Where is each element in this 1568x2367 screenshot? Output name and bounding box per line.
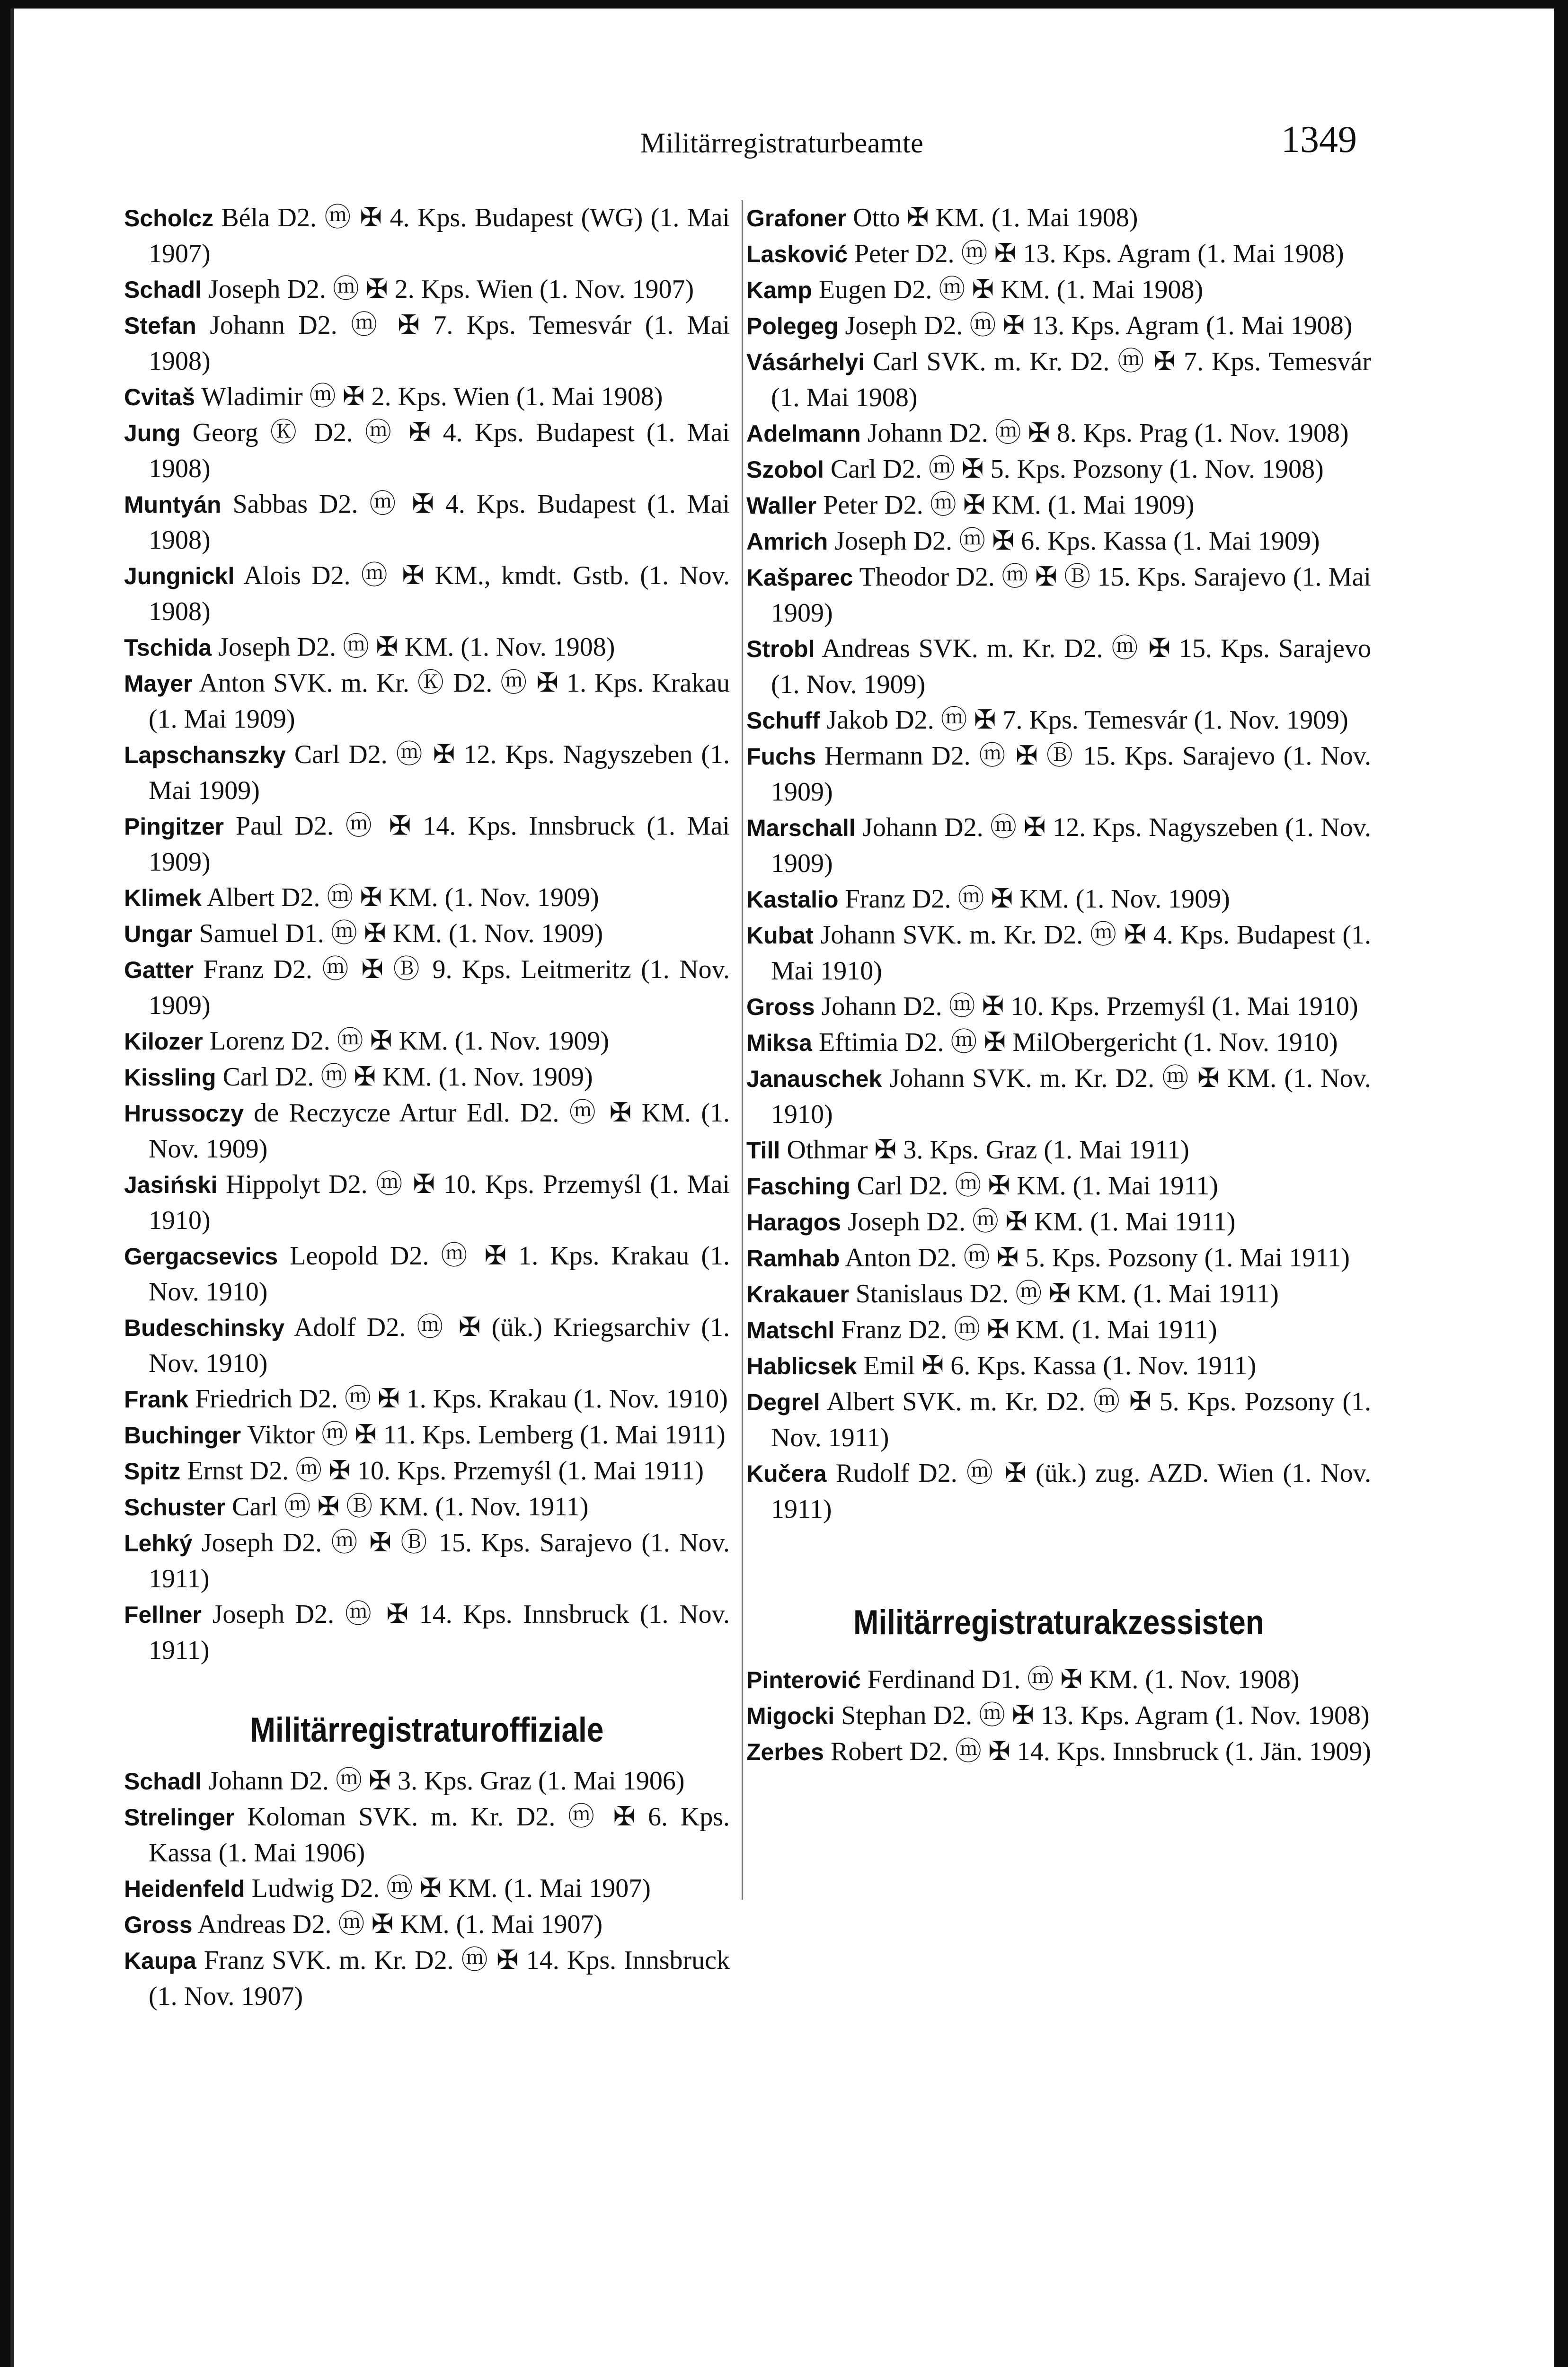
- entry-surname: Gatter: [124, 957, 194, 983]
- register-entry: [746, 989, 1371, 1025]
- entry-details: Eftimia D2. ⓜ ✠ MilObergericht (1. Nov. 1910): [818, 1028, 1338, 1057]
- register-entry: [746, 1662, 1371, 1698]
- entry-surname: Hrussoczy: [124, 1100, 244, 1127]
- entry-surname: Strelinger: [124, 1804, 235, 1831]
- entry-surname: Till: [746, 1137, 780, 1164]
- entry-surname: Krakauer: [746, 1281, 849, 1308]
- entry-details: Franz D2. ⓜ ✠ Ⓑ 9. Kps. Leitmeritz (1. Nov. 1909): [149, 955, 730, 1020]
- entry-surname: Fasching: [746, 1173, 850, 1200]
- register-entry: [124, 200, 730, 272]
- entry-details: Eugen D2. ⓜ ✠ KM. (1. Mai 1908): [818, 275, 1204, 304]
- entry-details: Andreas D2. ⓜ ✠ KM. (1. Mai 1907): [197, 1910, 603, 1939]
- register-entry: [124, 1381, 730, 1417]
- entry-details: Sabbas D2. ⓜ ✠ 4. Kps. Budapest (1. Mai 1908): [149, 489, 730, 555]
- entry-details: Viktor ⓜ ✠ 11. Kps. Lemberg (1. Mai 1911): [247, 1420, 726, 1450]
- register-entry: [746, 1384, 1371, 1456]
- register-entry: [124, 880, 730, 916]
- entry-surname: Muntyán: [124, 491, 221, 518]
- entry-details: Johann D2. ⓜ ✠ 7. Kps. Temesvár (1. Mai 1908): [149, 311, 730, 376]
- entry-details: Robert D2. ⓜ ✠ 14. Kps. Innsbruck (1. Jän. 1909): [830, 1737, 1371, 1766]
- entry-surname: Szobol: [746, 456, 824, 483]
- entry-details: Otto ✠ KM. (1. Mai 1908): [853, 203, 1138, 232]
- register-entry: [746, 1698, 1371, 1734]
- entry-details: Joseph D2. ⓜ ✠ 6. Kps. Kassa (1. Mai 1909): [834, 526, 1320, 556]
- entry-details: de Reczycze Artur Edl. D2. ⓜ ✠ KM. (1. Nov. 1909): [149, 1098, 730, 1164]
- entry-surname: Heidenfeld: [124, 1876, 245, 1902]
- entry-details: Theodor D2. ⓜ ✠ Ⓑ 15. Kps. Sarajevo (1. Mai 1909): [771, 562, 1371, 628]
- register-entry: [124, 272, 730, 308]
- entry-surname: Frank: [124, 1386, 189, 1413]
- register-entry: [746, 1025, 1371, 1061]
- entry-surname: Lapschanszky: [124, 742, 286, 768]
- entry-surname: Janauschek: [746, 1066, 882, 1092]
- entry-details: Wladimir ⓜ ✠ 2. Kps. Wien (1. Mai 1908): [201, 382, 663, 411]
- register-entry: [124, 1417, 730, 1453]
- entry-surname: Scholcz: [124, 205, 213, 231]
- register-entry: [124, 558, 730, 630]
- register-entry: [746, 1061, 1371, 1132]
- register-entry: [746, 631, 1371, 703]
- entry-details: Ferdinand D1. ⓜ ✠ KM. (1. Nov. 1908): [867, 1665, 1300, 1694]
- register-entry: [746, 308, 1371, 344]
- entry-details: Johann SVK. m. Kr. D2. ⓜ ✠ KM. (1. Nov. 1910): [771, 1064, 1372, 1129]
- register-entry: [124, 308, 730, 379]
- akzessisten-entry-list: [746, 1662, 1371, 1770]
- right-column: [746, 200, 1371, 1770]
- entry-surname: Matschl: [746, 1317, 835, 1344]
- entry-details: Rudolf D2. ⓜ ✠ (ük.) zug. AZD. Wien (1. Nov. 1911): [771, 1459, 1372, 1524]
- running-head: Militärregistraturbeamte: [640, 127, 924, 159]
- entry-details: Samuel D1. ⓜ ✠ KM. (1. Nov. 1909): [199, 919, 603, 948]
- register-entry: [124, 952, 730, 1023]
- entry-details: Ernst D2. ⓜ ✠ 10. Kps. Przemyśl (1. Mai 1911): [187, 1456, 704, 1486]
- register-entry: [124, 1310, 730, 1381]
- entry-details: Stephan D2. ⓜ ✠ 13. Kps. Agram (1. Nov. 1908): [841, 1701, 1370, 1730]
- entry-surname: Schuff: [746, 707, 820, 734]
- entry-details: Franz D2. ⓜ ✠ KM. (1. Mai 1911): [841, 1315, 1217, 1344]
- entry-details: Adolf D2. ⓜ ✠ (ük.) Kriegsarchiv (1. Nov. 1910): [149, 1313, 730, 1378]
- section-heading-akzessisten: Militärregistraturakzessisten: [853, 1602, 1264, 1642]
- register-entry: [124, 1167, 730, 1238]
- right-entry-list: [746, 200, 1371, 1527]
- entry-surname: Grafoner: [746, 205, 847, 231]
- entry-details: Andreas SVK. m. Kr. D2. ⓜ ✠ 15. Kps. Sarajevo (1. Nov. 1909): [771, 634, 1371, 699]
- entry-details: Alois D2. ⓜ ✠ KM., kmdt. Gstb. (1. Nov. 1908): [149, 561, 730, 626]
- entry-details: Carl D2. ⓜ ✠ KM. (1. Mai 1911): [857, 1171, 1218, 1201]
- entry-surname: Marschall: [746, 815, 856, 841]
- entry-surname: Kamp: [746, 277, 812, 303]
- entry-details: Johann D2. ⓜ ✠ 10. Kps. Przemyśl (1. Mai 1910): [821, 992, 1358, 1021]
- register-entry: [124, 666, 730, 737]
- entry-details: Johann D2. ⓜ ✠ 8. Kps. Prag (1. Nov. 1908): [867, 418, 1349, 448]
- register-entry: [124, 1943, 730, 2014]
- register-entry: [746, 488, 1371, 524]
- entry-surname: Fuchs: [746, 743, 816, 770]
- entry-details: Friedrich D2. ⓜ ✠ 1. Kps. Krakau (1. Nov. 1910): [195, 1384, 728, 1414]
- entry-surname: Kilozer: [124, 1028, 203, 1055]
- register-entry: [124, 1023, 730, 1059]
- register-entry: [124, 1453, 730, 1489]
- register-entry: [124, 1095, 730, 1167]
- register-entry: [746, 1240, 1371, 1276]
- entry-details: Anton D2. ⓜ ✠ 5. Kps. Pozsony (1. Mai 1911): [845, 1243, 1350, 1272]
- entry-surname: Klimek: [124, 885, 202, 911]
- entry-surname: Pinterović: [746, 1667, 861, 1693]
- entry-surname: Strobl: [746, 636, 815, 662]
- entry-surname: Jasiński: [124, 1172, 218, 1198]
- entry-surname: Gross: [746, 994, 815, 1020]
- register-entry: [124, 415, 730, 487]
- entry-surname: Haragos: [746, 1209, 842, 1236]
- column-divider: [742, 200, 743, 1900]
- register-entry: [746, 739, 1371, 810]
- entry-details: Georg Ⓚ D2. ⓜ ✠ 4. Kps. Budapest (1. Mai 1908): [149, 418, 730, 483]
- page-number: 1349: [1281, 119, 1357, 160]
- register-entry: [746, 1168, 1371, 1204]
- register-entry: [746, 416, 1371, 452]
- entry-surname: Kaupa: [124, 1948, 196, 1974]
- entry-details: Joseph D2. ⓜ ✠ Ⓑ 15. Kps. Sarajevo (1. Nov. 1911): [149, 1528, 730, 1593]
- entry-surname: Kašparec: [746, 564, 853, 591]
- entry-surname: Budeschinsky: [124, 1315, 285, 1341]
- entry-details: Franz D2. ⓜ ✠ KM. (1. Nov. 1909): [845, 884, 1230, 914]
- register-entry: [124, 916, 730, 952]
- entry-surname: Kubat: [746, 922, 814, 949]
- entry-surname: Kissling: [124, 1064, 216, 1091]
- entry-details: Hippolyt D2. ⓜ ✠ 10. Kps. Przemyśl (1. Mai 1910): [149, 1170, 730, 1235]
- register-entry: [124, 737, 730, 809]
- entry-surname: Kastalio: [746, 886, 839, 913]
- entry-details: Joseph D2. ⓜ ✠ 14. Kps. Innsbruck (1. Nov. 1911): [149, 1600, 730, 1665]
- register-entry: [746, 236, 1371, 272]
- entry-details: Othmar ✠ 3. Kps. Graz (1. Mai 1911): [787, 1135, 1189, 1165]
- register-entry: [746, 1204, 1371, 1240]
- register-entry: [124, 1489, 730, 1525]
- entry-surname: Mayer: [124, 670, 193, 697]
- entry-surname: Jung: [124, 420, 181, 446]
- entry-surname: Stefan: [124, 312, 196, 339]
- entry-surname: Spitz: [124, 1458, 181, 1485]
- entry-surname: Waller: [746, 492, 817, 519]
- register-entry: [746, 272, 1371, 308]
- entry-details: Leopold D2. ⓜ ✠ 1. Kps. Krakau (1. Nov. 1910): [149, 1241, 730, 1307]
- register-entry: [746, 560, 1371, 631]
- entry-details: Jakob D2. ⓜ ✠ 7. Kps. Temesvár (1. Nov. 1909): [826, 705, 1348, 735]
- register-entry: [746, 1276, 1371, 1312]
- register-entry: [124, 809, 730, 880]
- register-entry: [746, 917, 1371, 989]
- entry-details: Johann D2. ⓜ ✠ 3. Kps. Graz (1. Mai 1906): [208, 1766, 685, 1796]
- entry-surname: Lehký: [124, 1530, 193, 1557]
- entry-details: Carl ⓜ ✠ Ⓑ KM. (1. Nov. 1911): [231, 1492, 589, 1522]
- entry-details: Carl D2. ⓜ ✠ 5. Kps. Pozsony (1. Nov. 1908): [830, 454, 1324, 484]
- entry-details: Béla D2. ⓜ ✠ 4. Kps. Budapest (WG) (1. Mai 1907): [149, 203, 730, 268]
- entry-surname: Schadl: [124, 276, 202, 303]
- register-entry: [124, 1597, 730, 1668]
- entry-details: Carl D2. ⓜ ✠ 12. Kps. Nagyszeben (1. Mai 1909): [149, 740, 730, 805]
- register-entry: [746, 452, 1371, 488]
- register-entry: [746, 703, 1371, 739]
- register-entry: [746, 1734, 1371, 1770]
- entry-details: Albert SVK. m. Kr. D2. ⓜ ✠ 5. Kps. Pozsony (1. Nov. 1911): [771, 1387, 1371, 1452]
- offiziale-entry-list: [124, 1763, 730, 2014]
- register-entry: [124, 1763, 730, 1799]
- entry-surname: Cvitaš: [124, 384, 195, 410]
- entry-surname: Buchinger: [124, 1422, 241, 1449]
- register-entry: [124, 630, 730, 666]
- register-entry: [746, 810, 1371, 881]
- register-entry: [746, 344, 1371, 416]
- register-entry: [124, 1059, 730, 1095]
- entry-details: Carl SVK. m. Kr. D2. ⓜ ✠ 7. Kps. Temesvár (1. Mai 1908): [771, 347, 1372, 412]
- entry-surname: Jungnickl: [124, 563, 235, 589]
- entry-surname: Hablicsek: [746, 1353, 857, 1379]
- register-entry: [746, 1312, 1371, 1348]
- entry-details: Emil ✠ 6. Kps. Kassa (1. Nov. 1911): [863, 1351, 1257, 1380]
- entry-details: Anton SVK. m. Kr. Ⓚ D2. ⓜ ✠ 1. Kps. Krakau (1. Mai 1909): [149, 668, 730, 734]
- entry-details: Koloman SVK. m. Kr. D2. ⓜ ✠ 6. Kps. Kassa (1. Mai 1906): [149, 1802, 730, 1868]
- entry-surname: Schuster: [124, 1494, 225, 1521]
- entry-surname: Gergacsevics: [124, 1243, 278, 1270]
- entry-surname: Ramhab: [746, 1245, 840, 1272]
- page-edge-shadow: [10, 9, 14, 2367]
- entry-surname: Miksa: [746, 1030, 812, 1056]
- register-entry: [746, 524, 1371, 560]
- left-entry-list: [124, 200, 730, 1668]
- entry-details: Peter D2. ⓜ ✠ KM. (1. Mai 1909): [823, 490, 1195, 520]
- entry-surname: Tschida: [124, 634, 212, 661]
- entry-details: Peter D2. ⓜ ✠ 13. Kps. Agram (1. Mai 1908): [854, 239, 1344, 268]
- entry-details: Johann SVK. m. Kr. D2. ⓜ ✠ 4. Kps. Budapest (1. Mai 1910): [771, 920, 1371, 986]
- entry-surname: Gross: [124, 1912, 193, 1938]
- entry-surname: Degrel: [746, 1389, 820, 1415]
- register-entry: [746, 1348, 1371, 1384]
- register-entry: [124, 487, 730, 558]
- register-entry: [746, 200, 1371, 236]
- entry-details: Franz SVK. m. Kr. D2. ⓜ ✠ 14. Kps. Innsbruck (1. Nov. 1907): [149, 1946, 730, 2011]
- register-entry: [746, 881, 1371, 917]
- entry-surname: Adelmann: [746, 420, 861, 447]
- entry-details: Stanislaus D2. ⓜ ✠ KM. (1. Mai 1911): [855, 1279, 1279, 1308]
- register-entry: [124, 1871, 730, 1907]
- register-entry: [124, 1525, 730, 1597]
- register-entry: [746, 1456, 1371, 1527]
- entry-surname: Fellner: [124, 1602, 202, 1628]
- entry-details: Johann D2. ⓜ ✠ 12. Kps. Nagyszeben (1. Nov. 1909): [771, 813, 1372, 878]
- register-entry: [124, 1799, 730, 1871]
- entry-surname: Schadl: [124, 1768, 202, 1795]
- entry-details: Joseph D2. ⓜ ✠ KM. (1. Mai 1911): [848, 1207, 1236, 1237]
- entry-details: Hermann D2. ⓜ ✠ Ⓑ 15. Kps. Sarajevo (1. Nov. 1909): [771, 741, 1372, 807]
- entry-details: Albert D2. ⓜ ✠ KM. (1. Nov. 1909): [206, 883, 599, 912]
- entry-surname: Amrich: [746, 528, 828, 555]
- section-heading-offiziale: Militärregistraturoffiziale: [250, 1710, 604, 1750]
- register-entry: [124, 379, 730, 415]
- register-entry: [124, 1907, 730, 1943]
- entry-surname: Polegeg: [746, 313, 839, 339]
- entry-surname: Kučera: [746, 1460, 827, 1487]
- entry-details: Joseph D2. ⓜ ✠ 2. Kps. Wien (1. Nov. 1907): [208, 275, 694, 304]
- entry-details: Carl D2. ⓜ ✠ KM. (1. Nov. 1909): [222, 1062, 593, 1092]
- entry-surname: Pingitzer: [124, 813, 224, 840]
- register-entry: [746, 1132, 1371, 1168]
- entry-details: Ludwig D2. ⓜ ✠ KM. (1. Mai 1907): [251, 1874, 651, 1903]
- left-column: [124, 200, 730, 2014]
- entry-surname: Migocki: [746, 1703, 835, 1729]
- entry-details: Joseph D2. ⓜ ✠ 13. Kps. Agram (1. Mai 1908): [845, 311, 1353, 340]
- entry-details: Paul D2. ⓜ ✠ 14. Kps. Innsbruck (1. Mai 1909): [149, 811, 730, 877]
- entry-details: Lorenz D2. ⓜ ✠ KM. (1. Nov. 1909): [209, 1026, 609, 1056]
- entry-details: Joseph D2. ⓜ ✠ KM. (1. Nov. 1908): [218, 632, 615, 662]
- entry-surname: Vásárhelyi: [746, 349, 865, 375]
- entry-surname: Lasković: [746, 241, 848, 267]
- register-entry: [124, 1238, 730, 1310]
- entry-surname: Ungar: [124, 921, 193, 947]
- book-page: [10, 9, 1554, 2367]
- entry-surname: Zerbes: [746, 1739, 824, 1765]
